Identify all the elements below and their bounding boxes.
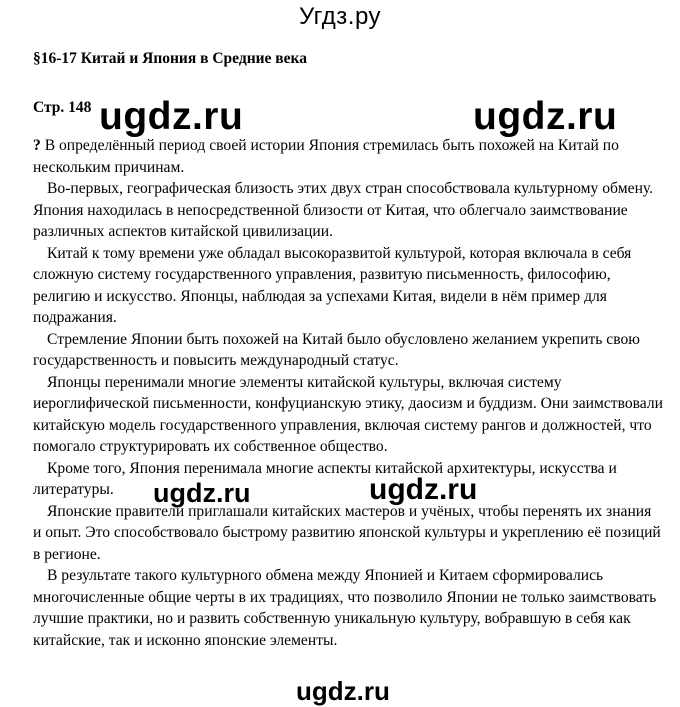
answer-paragraph-6: Кроме того, Япония перенимала многие аспекты китайской архитектуры, искусства и литературы.	[33, 459, 617, 498]
answer-paragraph-2: Во-первых, географическая близость этих двух стран способствовала культурному обмену. Япония находилась в непосредственной близости от Китая, что облегчало заимствование различных аспектов китайской цивилизации.	[33, 180, 654, 240]
section-title: §16-17 Китай и Япония в Средние века	[33, 50, 308, 67]
answer-paragraph-7: Японские правители приглашали китайских мастеров и учёных, чтобы перенять их знания и опыт. Это способствовало быстрому развитию японской культуры и укреплению её позиций в регионе.	[33, 502, 661, 563]
answer-paragraph-8: В результате такого культурного обмена между Японией и Китаем сформировались многочисленные общие черты в их традициях, что позволило Японии не только заимствовать лучшие практики, но и развить собственную уникальную культуру, вобравшую в себя как китайские, так и исконно японские элементы.	[33, 567, 657, 649]
watermark-middle-left: ugdz.ru	[153, 478, 251, 508]
page-label: Стр. 148	[33, 99, 92, 116]
watermark-top-left: ugdz.ru	[99, 95, 244, 138]
watermark-middle-right: ugdz.ru	[369, 473, 478, 506]
answer-paragraph-1-text: В определённый период своей истории Япония стремилась быть похожей на Китай по нескольким причинам.	[33, 137, 619, 176]
answer-text	[33, 135, 663, 651]
answer-paragraph-4: Стремление Японии быть похожей на Китай было обусловлено желанием укрепить свою государственность и повысить международный статус.	[33, 330, 640, 369]
site-header-logo[interactable]: Угдз.ру	[298, 3, 382, 30]
answer-paragraph-5: Японцы перенимали многие элементы китайской культуры, включая систему иероглифической письменности, конфуцианскую этику, даосизм и буддизм. Они заимствовали китайскую модель государственного управления, включая систему рангов и должностей, что помогало структурировать их собственное общество.	[33, 373, 663, 455]
watermark-top-right: ugdz.ru	[473, 95, 618, 138]
watermark-bottom: ugdz.ru	[296, 676, 390, 706]
question-mark: ?	[33, 137, 41, 154]
answer-paragraph-1	[33, 135, 663, 178]
answer-paragraph-3: Китай к тому времени уже обладал высокоразвитой культурой, которая включала в себя сложную систему государственного управления, развитую письменность, философию, религию и искусство. Японцы, наблюдая за успехами Китая, видели в нём пример для подражания.	[33, 244, 632, 326]
